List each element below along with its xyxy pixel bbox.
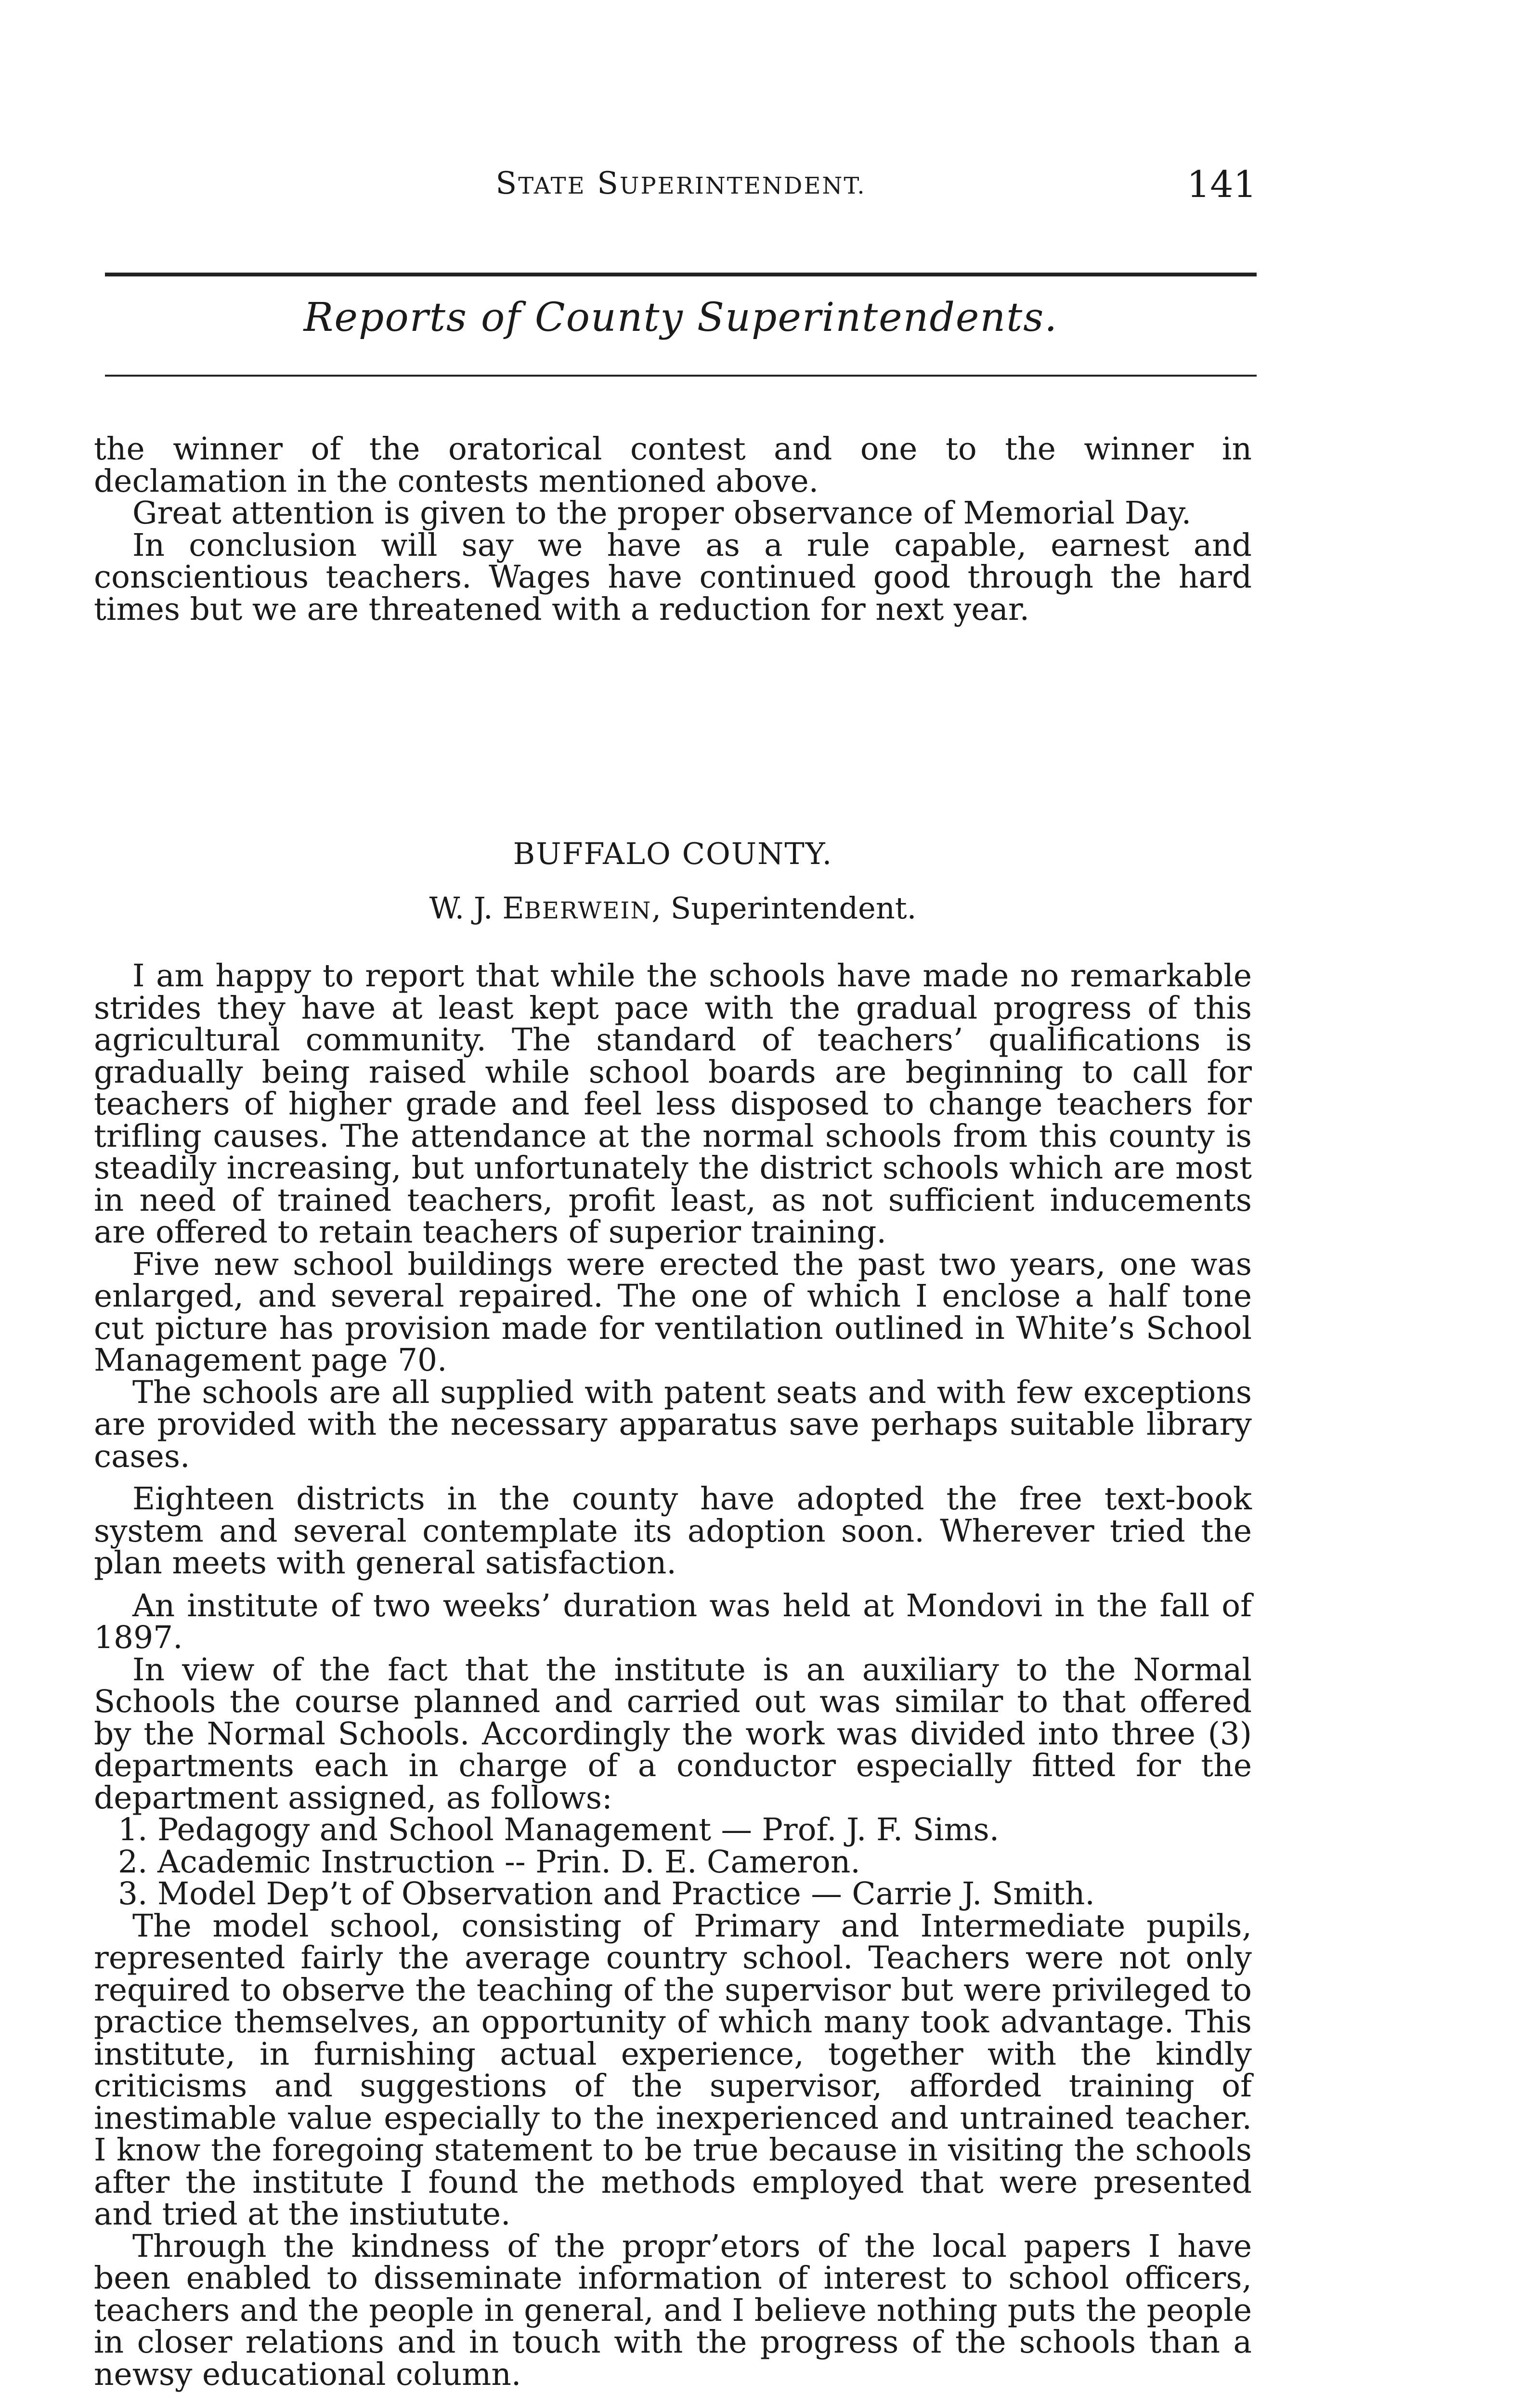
- running-title: [105, 166, 1257, 201]
- continued-text: [94, 433, 1252, 626]
- paragraph: In view of the fact that the institute is an auxiliary to the Normal Schools the course planned and carried out was similar to that offered by the Normal Schools. Accordingly the work was divided into three (3) departments each in charge of a conductor especially fitted for the department assigned, as follows:: [94, 1651, 1252, 1816]
- paragraph: Through the kindness of the propr’etors of the local papers I have been enabled to disseminate information of interest to school officers, teachers and the people in general, and I believe nothing puts the people in closer relations and in touch with the progress of the schools than a newsy educational column.: [94, 2228, 1252, 2393]
- running-title-initial-2: S: [597, 166, 620, 201]
- page-number: 141: [1186, 163, 1257, 206]
- paragraph: The schools are all supplied with patent seats and with few exceptions are provided with the necessary apparatus save perhaps suitable library cases.: [94, 1374, 1252, 1475]
- paragraph: In conclusion will say we have as a rule capable, earnest and conscientious teachers. Wages have continued good through the hard times but we are threatened with a reduction for next year.: [94, 527, 1252, 628]
- superintendent-surname-rest: BERWEIN: [524, 897, 652, 924]
- paragraph: Five new school buildings were erected the past two years, one was enlarged, and several repaired. The one of which I enclose a half tone cut picture has provision made for ventilation outlined in White’s School Management page 70.: [94, 1246, 1252, 1378]
- county-report: [94, 838, 1252, 2391]
- superintendent-line: [94, 892, 1252, 927]
- superintendent-role: , Superintendent.: [651, 890, 917, 926]
- header-rule-top: [105, 273, 1257, 276]
- paragraph: Great attention is given to the proper observance of Memorial Day.: [132, 495, 1192, 531]
- header-rule-bottom: [105, 375, 1257, 377]
- section-head: Reports of County Superintendents.: [303, 295, 1058, 340]
- paragraph: An institute of two weeks’ duration was held at Mondovi in the fall of 1897.: [94, 1587, 1252, 1656]
- running-head: [105, 163, 1257, 206]
- running-title-initial-1: S: [495, 166, 519, 201]
- running-title-rest-2: UPERINTENDENT.: [619, 172, 866, 199]
- superintendent-surname-initial: E: [502, 890, 524, 926]
- paragraph: I am happy to report that while the schools have made no remarkable strides they have at least kept pace with the gradual progress of this agricultural community. The standard of teachers’ qualifications is gradually being raised while school boards are beginning to call for teachers of higher grade and feel less disposed to change teachers for trifling causes. The attendance at the normal schools from this county is steadily increasing, but unfortunately the district schools which are most in need of trained teachers, profit least, as not sufficient inducements are offered to retain teachers of superior training.: [94, 958, 1252, 1250]
- department-item: 2. Academic Instruction -- Prin. D. E. Cameron.: [118, 1844, 860, 1880]
- superintendent-initials: W. J.: [429, 890, 493, 926]
- department-item: 1. Pedagogy and School Management — Prof. J. F. Sims.: [118, 1812, 1000, 1848]
- county-title: BUFFALO COUNTY.: [513, 836, 833, 871]
- department-item: 3. Model Dep’t of Observation and Practice — Carrie J. Smith.: [118, 1876, 1095, 1912]
- paragraph: The model school, consisting of Primary and Intermediate pupils, represented fairly the average country school. Teachers were not only required to observe the teaching of the supervisor but were privileged to practice themselves, an opportunity of which many took advantage. This institute, in furnishing actual experience, together with the kindly criticisms and suggestions of the supervisor, afforded training of inestimable value especially to the inexperienced and untrained teacher. I know the foregoing statement to be true because in visiting the schools after the institute I found the methods employed that were presented and tried at the instiutute.: [94, 1908, 1252, 2232]
- running-title-rest-1: TATE: [518, 172, 586, 199]
- paragraph: the winner of the oratorical contest and one to the winner in declamation in the contests mentioned above.: [94, 431, 1252, 499]
- paragraph: Eighteen districts in the county have adopted the free text-book system and several contemplate its adoption soon. Wherever tried the plan meets with general satisfaction.: [94, 1481, 1252, 1581]
